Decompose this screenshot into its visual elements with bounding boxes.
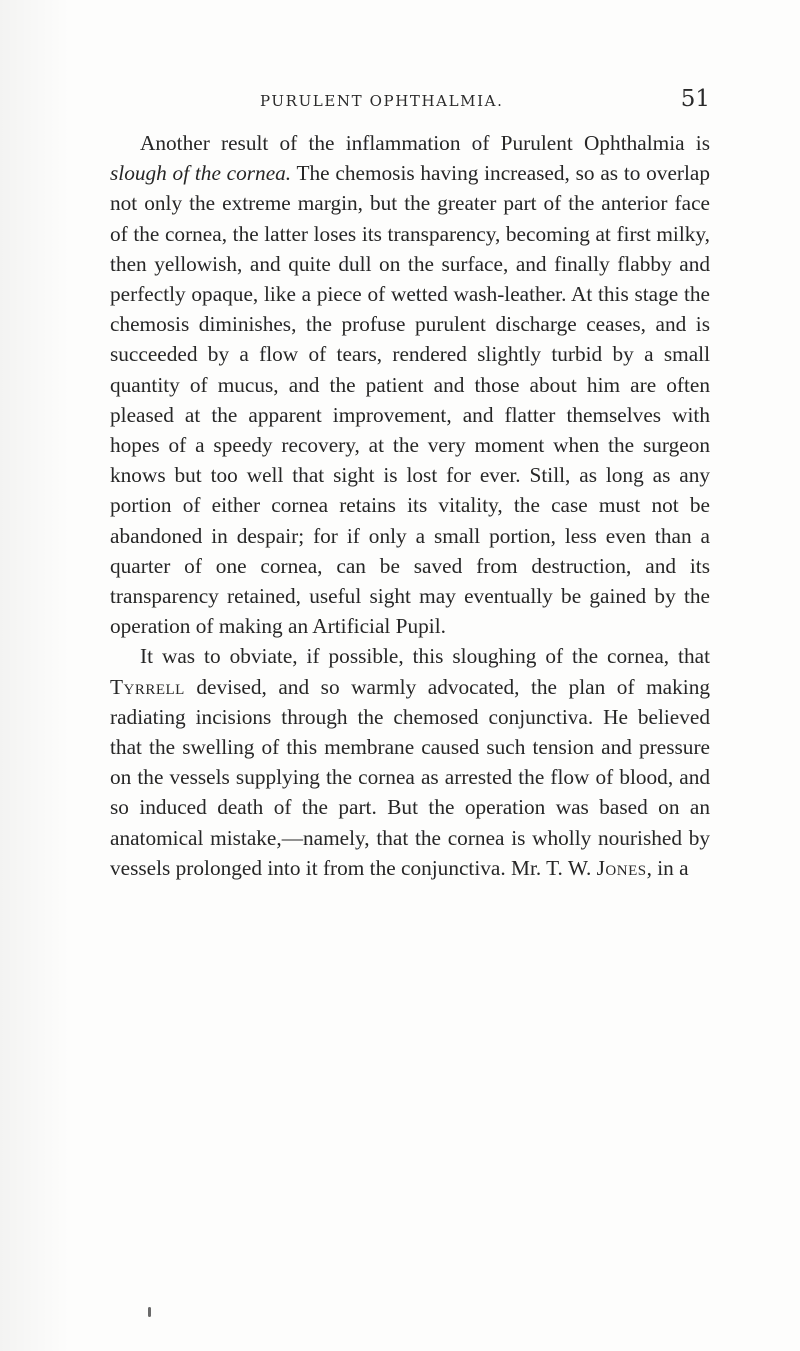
paragraph bbox=[110, 641, 710, 883]
italic-phrase: slough of the cornea. bbox=[110, 161, 292, 186]
page-number: 51 bbox=[680, 86, 710, 112]
text-run: The chemosis having increased, so as to overlap not only the extreme margin, but the greater part of the anterior face of the cornea, the latter loses its transparency, becoming at first milky, then yellowish, and quite dull on the surface, and finally flabby and perfectly opaque, like a piece of wetted wash-leather. At this stage the chemosis diminishes, the profuse purulent discharge ceases, and is succeeded by a flow of tears, rendered slightly turbid by a small quantity of mucus, and the patient and those about him are often pleased at the apparent improvement, and flatter themselves with hopes of a speedy recovery, at the very moment when the surgeon knows but too well that sight is lost for ever. Still, as long as any portion of either cornea retains its vitality, the case must not be abandoned in despair; for if only a small portion, less even than a quarter of one cornea, can be saved from destruction, and its transparency retained, useful sight may eventually be gained by the operation of making an Artificial Pupil. bbox=[110, 161, 711, 639]
text-run: devised, and so warmly advocated, the plan of making radiating incisions through the chemosed conjunctiva. He believed that the swelling of this membrane caused such tension and pressure on the vessels supplying the cornea as arrested the flow of blood, and so induced death of the part. But the operation was based on an anatomical mistake,—namely, that the cornea is wholly nourished by vessels prolonged into it from the conjunctiva. Mr. T. W. bbox=[110, 674, 710, 880]
paragraph bbox=[110, 128, 710, 641]
text-run: , in a bbox=[646, 855, 689, 880]
author-name-jones: Jones bbox=[596, 855, 647, 880]
author-name-tyrrell: Tyrrell bbox=[110, 674, 185, 699]
text-run: It was to obviate, if possible, this sloughing of the cornea, that bbox=[140, 644, 710, 669]
text-run: Another result of the inflammation of Purulent Ophthalmia is bbox=[140, 131, 710, 155]
paper-speck bbox=[148, 1307, 151, 1317]
page-edge-shadow bbox=[0, 0, 70, 1351]
body-text bbox=[110, 128, 710, 883]
running-head bbox=[110, 88, 710, 118]
running-title: PURULENT OPHTHALMIA. bbox=[260, 92, 504, 110]
